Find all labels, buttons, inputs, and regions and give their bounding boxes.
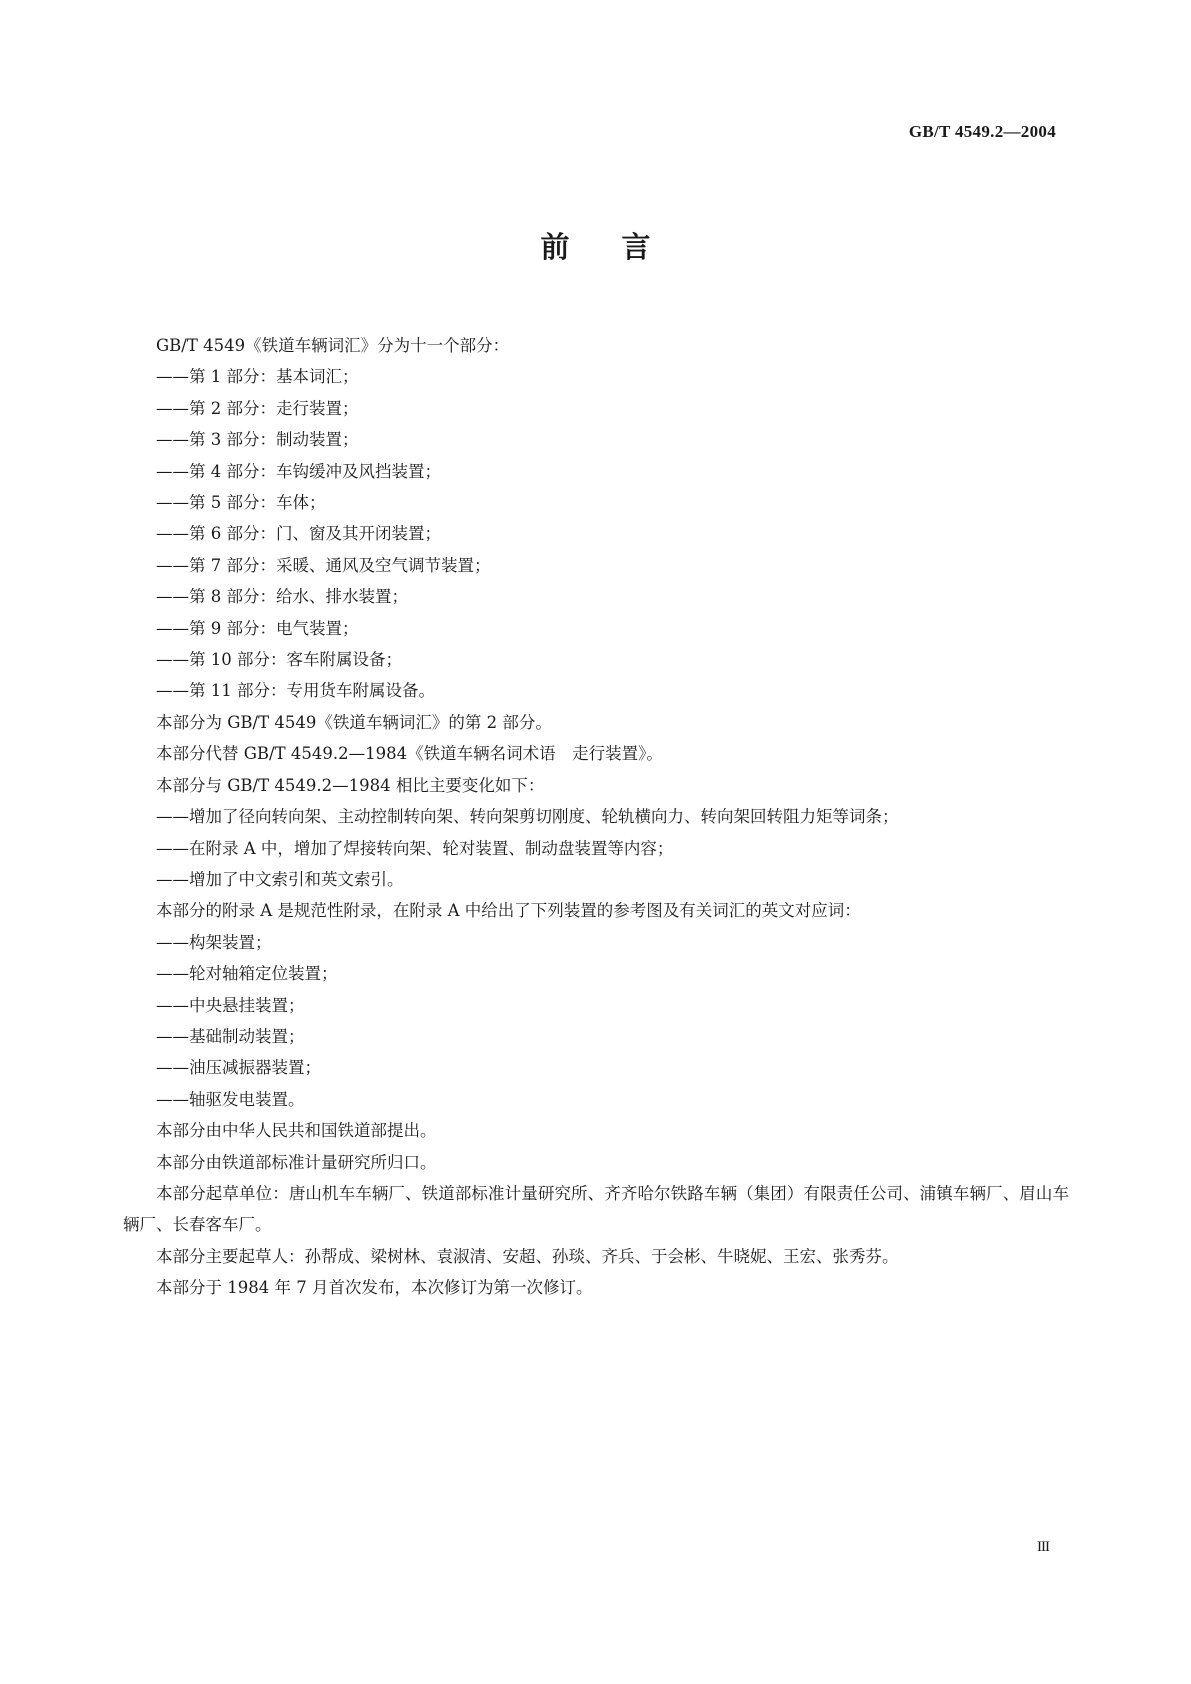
list-item: ——在附录 A 中，增加了焊接转向架、轮对装置、制动盘装置等内容； xyxy=(156,838,674,858)
page-number: III xyxy=(1037,1539,1049,1555)
list-item: ——第 6 部分：门、窗及其开闭装置； xyxy=(156,524,441,544)
list-item: ——基础制动装置； xyxy=(156,1026,305,1046)
page-title: 前言 xyxy=(540,230,703,264)
list-item: ——油压减振器装置； xyxy=(156,1058,321,1078)
list-item: ——第 3 部分：制动装置； xyxy=(156,430,359,450)
list-item: ——轴驱发电装置。 xyxy=(156,1089,305,1109)
list-item: ——第 5 部分：车体； xyxy=(156,493,326,513)
paragraph-drafters: 本部分主要起草人：孙帮成、梁树林、袁淑清、安超、孙琰、齐兵、于会彬、牛晓妮、王宏、张秀芬。 xyxy=(156,1246,899,1266)
list-item: ——第 9 部分：电气装置； xyxy=(156,618,359,638)
list-item: ——第 11 部分：专用货车附属设备。 xyxy=(156,681,435,701)
list-item: ——第 4 部分：车钩缓冲及风挡装置； xyxy=(156,461,441,481)
list-item: ——轮对轴箱定位装置； xyxy=(156,964,338,984)
paragraph-replaces: 本部分代替 GB/T 4549.2—1984《铁道车辆名词术语 走行装置》。 xyxy=(156,744,663,764)
list-item: ——第 2 部分：走行装置； xyxy=(156,398,359,418)
paragraph-intro: GB/T 4549《铁道车辆词汇》分为十一个部分： xyxy=(156,336,510,355)
list-item: ——构架装置； xyxy=(156,932,272,952)
list-item: ——第 10 部分：客车附属设备； xyxy=(156,650,402,670)
paragraph-proposer: 本部分由中华人民共和国铁道部提出。 xyxy=(156,1121,437,1141)
list-item: ——第 8 部分：给水、排水装置； xyxy=(156,587,408,607)
paragraph-part-statement: 本部分为 GB/T 4549《铁道车辆词汇》的第 2 部分。 xyxy=(156,712,552,732)
foreword-body xyxy=(123,330,1069,1304)
standard-code: GB/T 4549.2—2004 xyxy=(908,122,1056,141)
list-item: ——第 1 部分：基本词汇； xyxy=(156,367,359,387)
list-item: ——增加了中文索引和英文索引。 xyxy=(156,869,404,889)
list-item: ——第 7 部分：采暖、通风及空气调节装置； xyxy=(156,555,491,575)
paragraph-centralized: 本部分由铁道部标准计量研究所归口。 xyxy=(156,1152,437,1172)
paragraph-annex-intro: 本部分的附录 A 是规范性附录，在附录 A 中给出了下列装置的参考图及有关词汇的英文对应词： xyxy=(156,901,861,921)
paragraph-history: 本部分于 1984 年 7 月首次发布，本次修订为第一次修订。 xyxy=(156,1278,593,1298)
paragraph-drafting-units: 本部分起草单位：唐山机车车辆厂、铁道部标准计量研究所、齐齐哈尔铁路车辆（集团）有限责任公司、浦镇车辆厂、眉山车辆厂、长春客车厂。 xyxy=(123,1183,1069,1235)
list-item: ——中央悬挂装置； xyxy=(156,995,305,1015)
list-item: ——增加了径向转向架、主动控制转向架、转向架剪切刚度、轮轨横向力、转向架回转阻力矩等词条； xyxy=(156,807,899,827)
paragraph-changes-intro: 本部分与 GB/T 4549.2—1984 相比主要变化如下： xyxy=(156,775,545,795)
